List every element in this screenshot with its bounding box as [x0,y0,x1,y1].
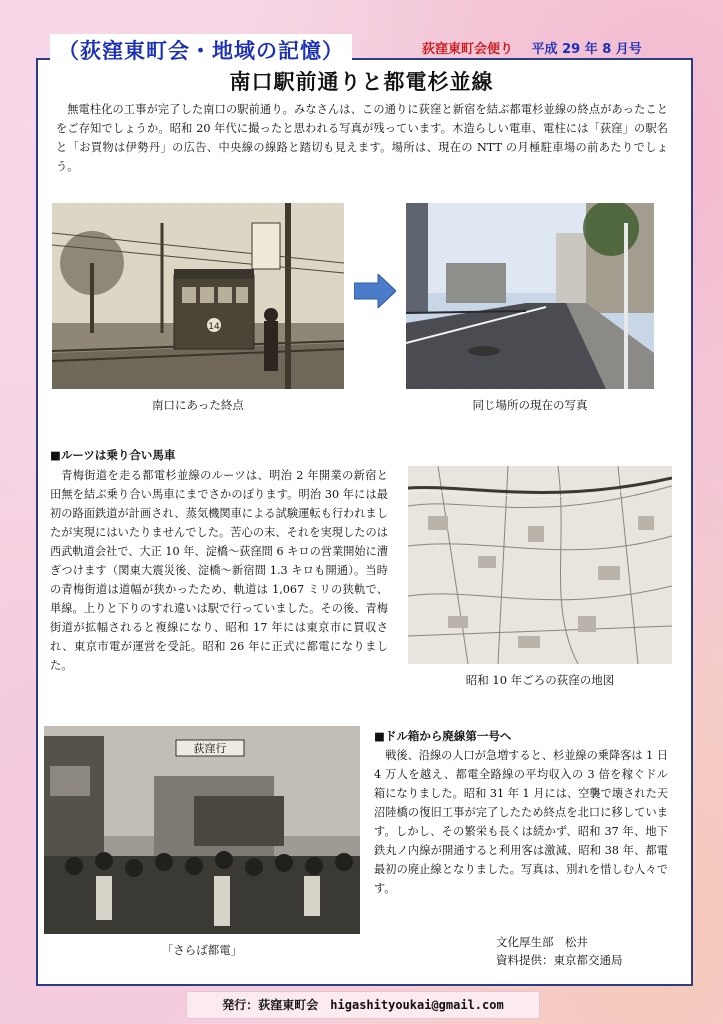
current-street-photo [406,203,654,389]
section1-heading: ■ルーツは乗り合い馬車 [50,448,176,462]
source-credit: 資料提供：東京都交通局 [496,953,623,967]
photo2-caption: 同じ場所の現在の写真 [472,398,588,412]
old-map [408,466,672,664]
section1-body: 青梅街道を走る都電杉並線のルーツは、明治 2 年開業の新宿と田無を結ぶ乗り合い馬車にまでさかのぼります。明治 30 年には最初の路面鉄道が計画され、蒸気機関車による試験運転も行われましたが実現にはいたりませんでした。苦心の末、それを実現したのは西武軌道会社で、大正 10 年、淀橋～荻窪間 6 キロの営業開始に漕ぎつけます（関東大震災後、淀橋～新宿間 1.3 キロも開通）。当時の青梅街道は道幅が狭かったため、軌道は 1,067 ミリの狭軌で、単線。上りと下りのすれ違いは駅で行っていました。その後、青梅街道が拡幅されると複線になり、昭和 17 年には東京市に買収され、東京市電が運営を受託。昭和 26 年に正式に都電になりました。 [50,469,388,672]
arrow-right-icon [354,274,396,308]
old-tram-photo [52,203,344,389]
section2-body: 戦後、沿線の人口が急増すると、杉並線の乗降客は 1 日 4 万人を越え、都電全路線の平均収入の 3 倍を稼ぐドル箱になりました。昭和 31 年 1 月には、空襲で壊された天沼陸橋の復旧工事が完了したため終点を北口に移しています。しかし、その繁栄も長くは続かず、昭和 37 年、地下鉄丸ノ内線が開通すると利用客は激減、昭和 38 年、都電最初の廃止線となりました。写真は、別れを惜しむ人々です。 [374,749,668,895]
map-caption: 昭和 10 年ごろの荻窪の地図 [465,673,615,687]
author-credit: 文化厚生部 松井 [496,935,588,949]
publisher-footer: 発行：荻窪東町会 higashityoukai@gmail.com [186,991,540,1019]
old-tram-illustration [52,203,344,389]
destination-sign: 荻窪行 [193,742,227,755]
section2-heading: ■ドル箱から廃線第一号へ [374,729,512,743]
intro-paragraph: 無電柱化の工事が完了した南口の駅前通り。みなさんは、この通りに荻窪と新宿を結ぶ都電杉並線の終点があったことをご存知でしょうか。昭和 20 年代に撮ったと思われる写真が残っています。木造らしい電車、電柱には「荻窪」の駅名と「お買物は伊勢丹」の広告、中央線の線路と踏切も見えます。場所は、現在の NTT の月極駐車場の前あたりでしょう。 [56,103,668,173]
current-street-illustration [406,203,654,389]
map-illustration [408,466,672,664]
header-title: （荻窪東町会・地域の記憶） [50,34,352,68]
crowd-illustration [44,726,360,934]
tram-number: 14 [208,322,220,332]
photo3-caption: 「さらば都電」 [161,943,243,957]
farewell-crowd-photo [44,726,360,934]
article-title: 南口駅前通りと都電杉並線 [229,70,494,94]
issue-date: 平成 29 年 8 月号 [531,42,642,57]
photo1-caption: 南口にあった終点 [152,398,244,412]
newsletter-name: 荻窪東町会便り [422,42,514,57]
header-issue [422,38,642,57]
